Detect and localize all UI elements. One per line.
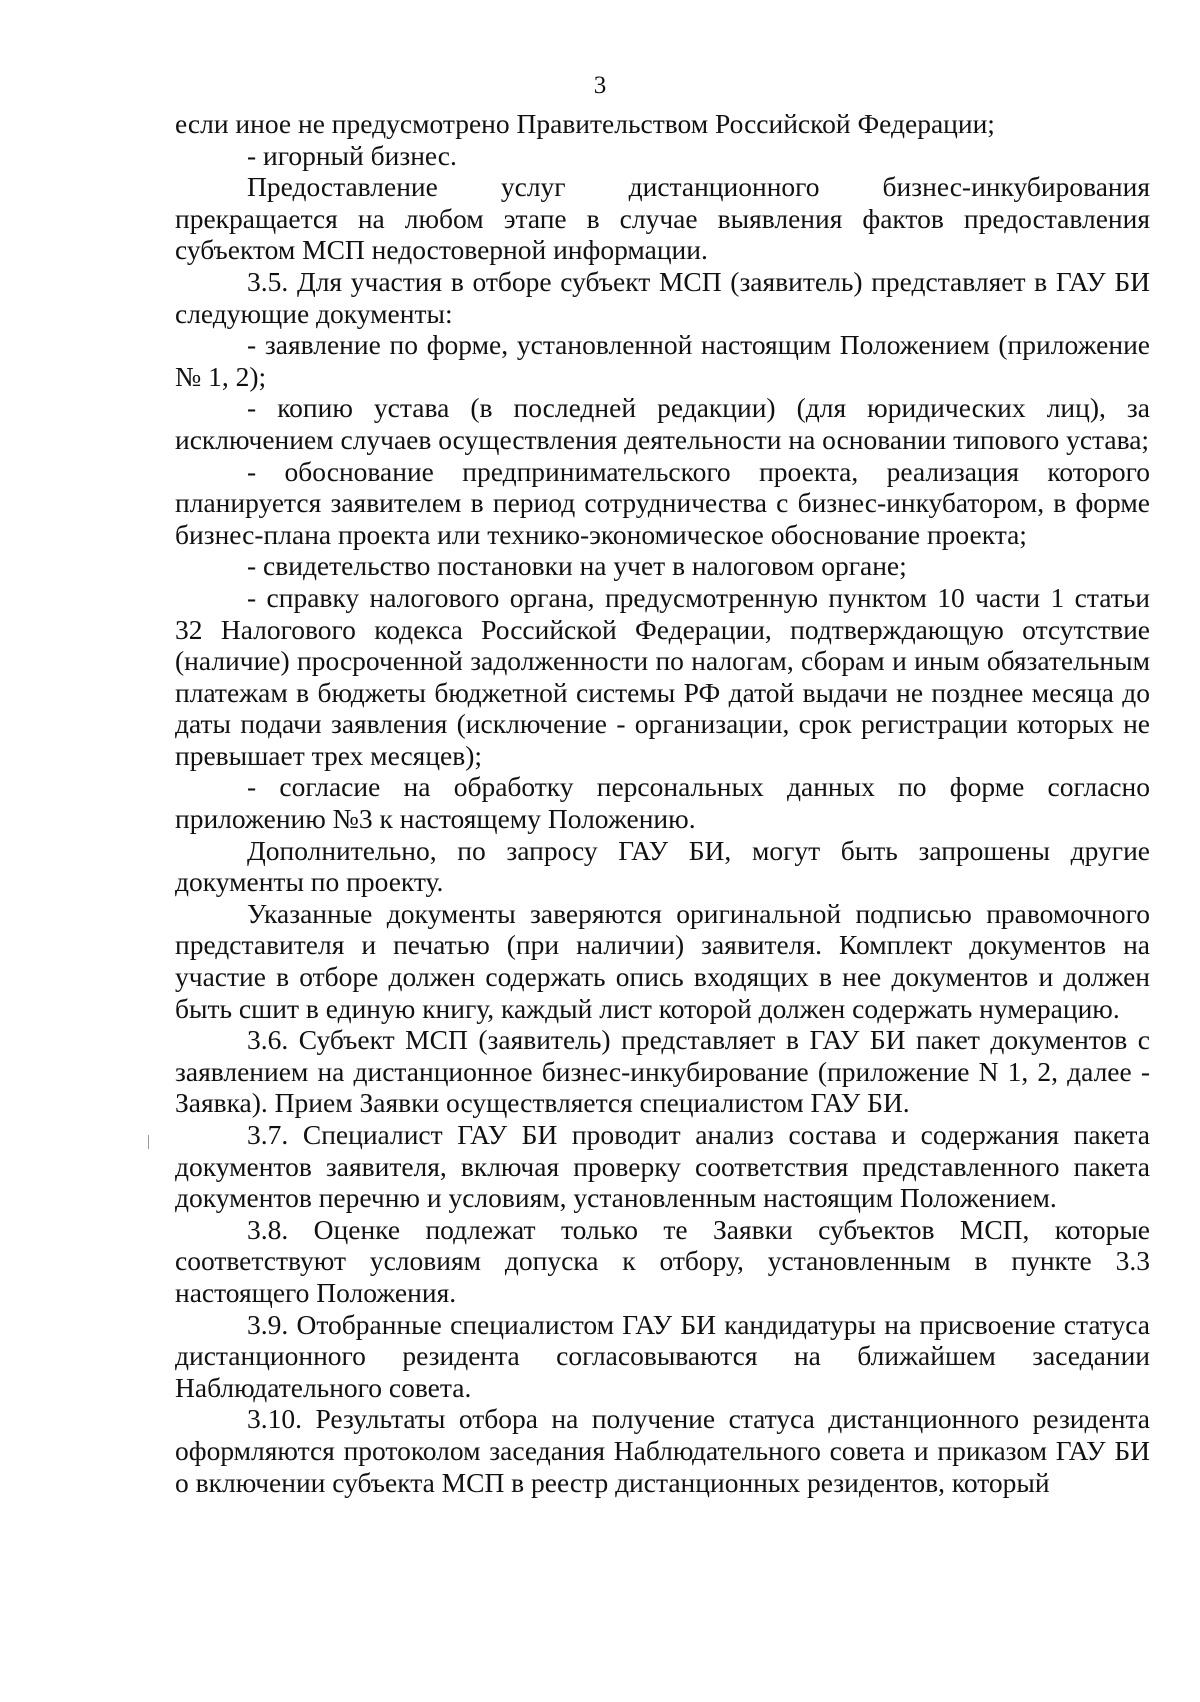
- clause-3-10: 3.10. Результаты отбора на получение статуса дистанционного резидента оформляются протоколом заседания Наблюдательного совета и приказом ГАУ БИ о включении субъекта МСП в реестр дистанционных резидентов, который: [175, 1403, 1150, 1498]
- list-item-charter: - копию устава (в последней редакции) (для юридических лиц), за исключением случаев осуществления деятельности на основании типового устава;: [175, 392, 1150, 455]
- list-item-tax-certificate: - справку налогового органа, предусмотренную пунктом 10 части 1 статьи 32 Налогового кодекса Российской Федерации, подтверждающую отсутствие (наличие) просроченной задолженности по налогам, сборам и иным обязательным платежам в бюджеты бюджетной системы РФ датой выдачи не позднее месяца до даты подачи заявления (исключение - организации, срок регистрации которых не превышает трех месяцев);: [175, 581, 1150, 771]
- clause-3-8: 3.8. Оценке подлежат только те Заявки субъектов МСП, которые соответствуют условиям допуска к отбору, установленным в пункте 3.3 настоящего Положения.: [175, 1213, 1150, 1308]
- list-item-personal-data-consent: - согласие на обработку персональных данных по форме согласно приложению №3 к настоящему Положению.: [175, 771, 1150, 835]
- paragraph-additional-documents: Дополнительно, по запросу ГАУ БИ, могут быть запрошены другие документы по проекту.: [175, 834, 1150, 898]
- scan-artifact: [148, 1135, 149, 1149]
- list-item-tax-registration: - свидетельство постановки на учет в налоговом органе;: [247, 550, 907, 582]
- list-item-application: - заявление по форме, установленной настоящим Положением (приложение № 1, 2);: [175, 329, 1150, 392]
- list-item-project-justification: - обоснование предпринимательского проекта, реализация которого планируется заявителем в период сотрудничества с бизнес-инкубатором, в форме бизнес-плана проекта или технико-экономическое обоснование проекта;: [175, 455, 1150, 550]
- paragraph-continuation: если иное не предусмотрено Правительством Российской Федерации;: [175, 108, 995, 139]
- clause-3-5: 3.5. Для участия в отборе субъект МСП (заявитель) представляет в ГАУ БИ следующие документы:: [175, 265, 1150, 329]
- paragraph-termination: Предоставление услуг дистанционного бизнес-инкубирования прекращается на любом этапе в случае выявления фактов предоставления субъектом МСП недостоверной информации.: [175, 171, 1150, 266]
- clause-3-7: 3.7. Специалист ГАУ БИ проводит анализ состава и содержания пакета документов заявителя, включая проверку соответствия представленного пакета документов перечню и условиям, установленным настоящим Положением.: [175, 1119, 1150, 1214]
- clause-3-9: 3.9. Отобранные специалистом ГАУ БИ кандидатуры на присвоение статуса дистанционного резидента согласовываются на ближайшем заседании Наблюдательного совета.: [175, 1308, 1150, 1403]
- paragraph-certification: Указанные документы заверяются оригинальной подписью правомочного представителя и печатью (при наличии) заявителя. Комплект документов на участие в отборе должен содержать опись входящих в нее документов и должен быть сшит в единую книгу, каждый лист которой должен содержать нумерацию.: [175, 897, 1150, 1024]
- clause-3-6: 3.6. Субъект МСП (заявитель) представляет в ГАУ БИ пакет документов с заявлением на дистанционное бизнес-инкубирование (приложение N 1, 2, далее - Заявка). Прием Заявки осуществляется специалистом ГАУ БИ.: [175, 1024, 1150, 1119]
- document-body: [175, 108, 1150, 1498]
- list-item-gambling: - игорный бизнес.: [247, 139, 457, 171]
- page-number: 3: [593, 72, 607, 99]
